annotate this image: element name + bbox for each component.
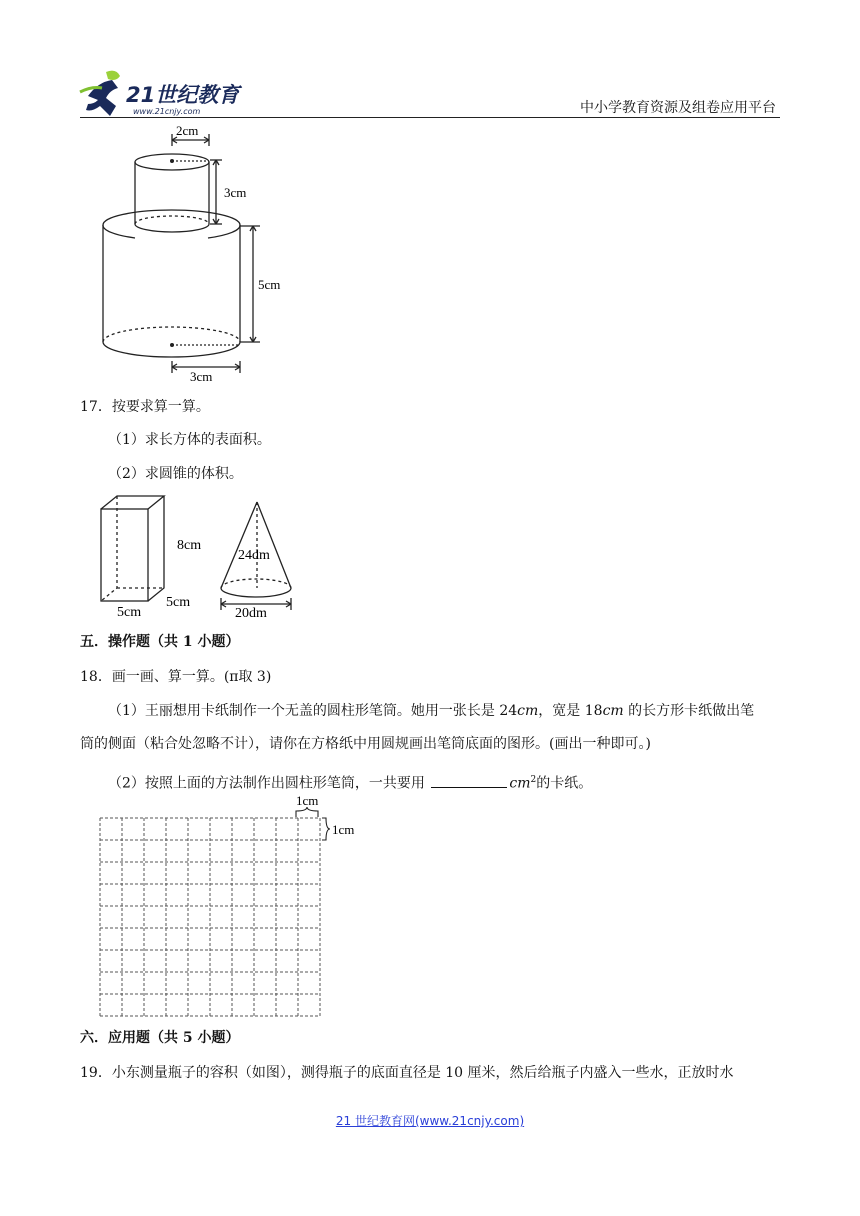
q18-part2 bbox=[108, 770, 592, 794]
logo-text: 21世纪教育 bbox=[126, 83, 240, 107]
q18-stem: 18．画一画、算一算。(π取 3) bbox=[80, 669, 272, 685]
cone-height-label: 24dm bbox=[238, 548, 270, 563]
section-5-heading: 五．操作题（共 1 小题） bbox=[80, 634, 240, 650]
q18-part2-text-b: 的卡纸。 bbox=[536, 775, 593, 792]
box-width-label: 5cm bbox=[166, 595, 191, 610]
q18-part2-unit: cm bbox=[509, 775, 531, 792]
q18-part1-unit-2: cm bbox=[602, 703, 624, 719]
section-6-heading: 六．应用题（共 5 小题） bbox=[80, 1030, 240, 1046]
header-divider bbox=[80, 117, 780, 118]
grid-paper bbox=[96, 793, 366, 1018]
q18-part1-text-a: （1）王丽想用卡纸制作一个无盖的圆柱形笔筒。她用一张长是 24 bbox=[108, 703, 518, 719]
box-height-label: 8cm bbox=[177, 538, 202, 553]
bottom-height-label: 5cm bbox=[258, 277, 281, 292]
q17-part1: （1）求长方体的表面积。 bbox=[108, 432, 271, 448]
top-height-label: 3cm bbox=[224, 185, 247, 200]
q19-stem: 19．小东测量瓶子的容积（如图），测得瓶子的底面直径是 10 厘米，然后给瓶子内盛入一些水，正放时水 bbox=[80, 1065, 734, 1081]
top-diameter-label: 2cm bbox=[176, 123, 199, 138]
answer-blank[interactable] bbox=[431, 773, 507, 788]
site-logo bbox=[78, 66, 253, 122]
footer bbox=[0, 1112, 860, 1129]
q18-part1-text-b: ，宽是 18 bbox=[538, 703, 603, 719]
stacked-cylinders-figure bbox=[90, 120, 300, 385]
q18-part1-unit-1: cm bbox=[517, 703, 539, 719]
q18-part1-line2: 筒的侧面（粘合处忽略不计），请你在方格纸中用圆规画出笔筒底面的图形。(画出一种即可。) bbox=[80, 736, 651, 752]
grid-width-label: 1cm bbox=[296, 793, 319, 808]
bottom-radius-label: 3cm bbox=[190, 369, 213, 384]
q17-stem: 17．按要求算一算。 bbox=[80, 399, 210, 415]
q17-part2: （2）求圆锥的体积。 bbox=[108, 466, 243, 482]
box-length-label: 5cm bbox=[117, 605, 142, 620]
cone-diameter-label: 20dm bbox=[235, 606, 267, 621]
platform-title: 中小学教育资源及组卷应用平台 bbox=[580, 100, 776, 116]
runner-icon bbox=[80, 71, 120, 116]
grid-height-label: 1cm bbox=[332, 822, 355, 837]
logo-subtext: www.21cnjy.com bbox=[133, 107, 201, 116]
cuboid-and-cone-figure bbox=[95, 494, 310, 624]
q18-part1 bbox=[108, 701, 780, 721]
footer-link[interactable]: 21 世纪教育网(www.21cnjy.com) bbox=[335, 1114, 525, 1128]
q18-part2-sup: 2 bbox=[530, 775, 537, 785]
q18-part2-text-a: （2）按照上面的方法制作出圆柱形笔筒，一共要用 bbox=[108, 775, 430, 792]
q18-part1-text-c: 的长方形卡纸做出笔 bbox=[623, 703, 755, 719]
